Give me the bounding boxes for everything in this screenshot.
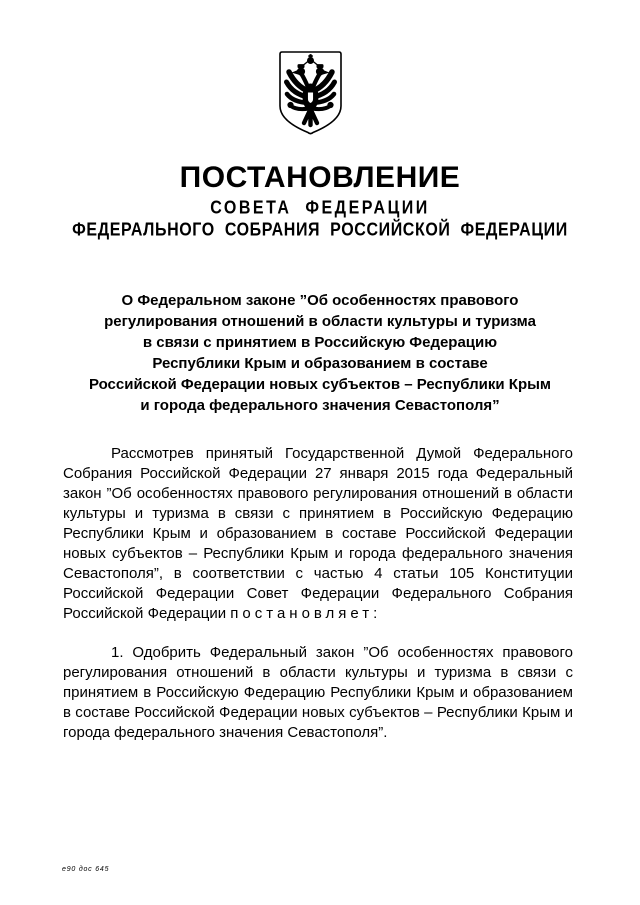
issuer-line-1: СОВЕТА ФЕДЕРАЦИИ	[210, 198, 430, 219]
preamble-text: Рассмотрев принятый Государственной Думой Федерального Собрания Российской Федерации 27 января 2015 года Федеральный закон ”Об особенностях правового регулирования отношений в области культуры и туризма в связи с принятием в Российскую Федерацию Республики Крым и образованием в составе Российской Федерации новых субъектов – Республики Крым и города федерального значения Севастополя”, в соответствии с частью 4 статьи 105 Конституции Российской Федерации Совет Федерации Федерального Собрания Российской Федерации	[63, 445, 573, 622]
decree-word: постановляет:	[230, 605, 382, 622]
print-code: е90 дос 645	[62, 866, 110, 873]
document-body	[63, 444, 573, 743]
preamble-paragraph	[63, 444, 573, 624]
clause-1-paragraph: 1. Одобрить Федеральный закон ”Об особенностях правового регулирования отношений в области культуры и туризма в связи с принятием в Российскую Федерацию Республики Крым и образованием в составе Российской Федерации новых субъектов – Республики Крым и города федерального значения Севастополя”.	[63, 644, 573, 741]
subject-line: Российской Федерации новых субъектов – Республики Крым	[88, 376, 552, 393]
document-subject	[40, 290, 600, 416]
subject-line: и города федерального значения Севастополя”	[140, 397, 500, 414]
subject-line: в связи с принятием в Российскую Федерацию	[142, 334, 498, 351]
subject-line: Республики Крым и образованием в составе	[152, 355, 488, 372]
subject-line: О Федеральном законе ”Об особенностях правового	[121, 292, 519, 309]
subject-line: регулирования отношений в области культуры и туризма	[104, 313, 536, 330]
russian-coat-of-arms-icon	[277, 50, 344, 138]
document-title: ПОСТАНОВЛЕНИЕ	[179, 161, 461, 194]
issuer-line-2: ФЕДЕРАЛЬНОГО СОБРАНИЯ РОССИЙСКОЙ ФЕДЕРАЦИИ	[72, 220, 568, 241]
